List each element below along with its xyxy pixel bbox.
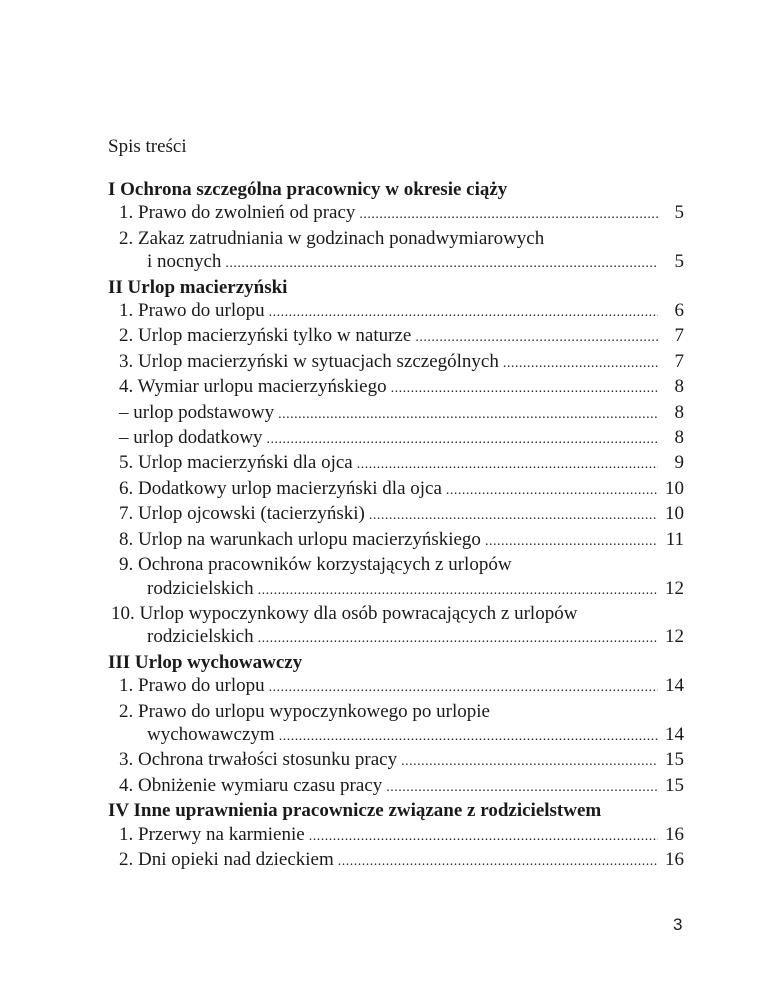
toc-entry-label: i nocnych (147, 251, 222, 273)
toc-entry-label: – urlop podstawowy (119, 401, 275, 423)
toc-entry-label: 1. Przerwy na karmienie (119, 823, 305, 845)
toc-entry-label: 3. Ochrona trwałości stosunku pracy (119, 749, 398, 771)
toc-entry[interactable] (108, 700, 684, 723)
toc-subentry[interactable] (108, 426, 684, 451)
toc-entry[interactable] (108, 502, 684, 527)
toc-page-number: 14 (665, 723, 684, 745)
toc-page-number: 5 (674, 202, 684, 224)
toc-page-number: 5 (674, 251, 684, 273)
toc-section-heading[interactable]: I Ochrona szczególna pracownicy w okresie ciąży (108, 179, 508, 200)
dot-leader (258, 627, 658, 650)
toc-entry-label: – urlop dodatkowy (119, 427, 263, 449)
dot-leader (357, 453, 658, 476)
toc-page-number: 7 (674, 325, 684, 347)
toc-entry-label: 4. Obniżenie wymiaru czasu pracy (119, 774, 383, 796)
toc-page-number: 7 (674, 350, 684, 372)
dot-leader (503, 352, 658, 375)
toc-entry-label: 8. Urlop na warunkach urlopu macierzyńskiego (119, 528, 481, 550)
toc-entry[interactable] (108, 375, 684, 400)
toc-page-number: 6 (674, 300, 684, 322)
toc-entry-label: 1. Prawo do zwolnień od pracy (119, 202, 356, 224)
toc-entry[interactable] (108, 602, 684, 625)
dot-leader (446, 479, 658, 502)
dot-leader (267, 428, 658, 451)
toc-entry-label: 10. Urlop wypoczynkowy dla osób powracających z urlopów (111, 602, 578, 624)
toc-page-number: 10 (665, 477, 684, 499)
toc-entry-label: 5. Urlop macierzyński dla ojca (119, 452, 353, 474)
dot-leader (278, 403, 658, 426)
dot-leader (309, 825, 658, 848)
toc-page-number: 11 (665, 528, 684, 550)
toc-page-number: 16 (665, 823, 684, 845)
toc-page-number: 15 (665, 774, 684, 796)
toc-page-number: 12 (665, 626, 684, 648)
dot-leader (258, 579, 658, 602)
toc-page-number: 15 (665, 749, 684, 771)
toc-section-heading[interactable]: II Urlop macierzyński (108, 276, 288, 298)
dot-leader (369, 504, 658, 527)
toc-entry-label: 9. Ochrona pracowników korzystających z urlopów (119, 554, 512, 576)
toc-section-heading[interactable]: IV Inne uprawnienia pracownicze związane z rodzicielstwem (108, 800, 602, 822)
dot-leader (225, 252, 658, 275)
toc-entry[interactable] (108, 823, 684, 848)
toc-entry-label: 2. Prawo do urlopu wypoczynkowego po urlopie (119, 700, 490, 722)
dot-leader (401, 750, 658, 773)
toc-entry[interactable] (108, 748, 684, 773)
dot-leader (269, 676, 658, 699)
toc-entry-label: 2. Urlop macierzyński tylko w naturze (119, 325, 412, 347)
dot-leader (485, 530, 658, 553)
toc-entry-label: rodzicielskich (147, 626, 254, 648)
dot-leader (338, 850, 658, 873)
toc-entry[interactable] (108, 350, 684, 375)
toc-entry-label: wychowawczym (147, 723, 275, 745)
toc-entry-label: 2. Zakaz zatrudniania w godzinach ponadwymiarowych (119, 227, 545, 249)
toc-entry[interactable] (108, 674, 684, 699)
dot-leader (359, 203, 658, 226)
toc-page-number: 8 (674, 401, 684, 423)
dot-leader (391, 377, 658, 400)
toc-entry-label: 2. Dni opieki nad dzieckiem (119, 848, 334, 870)
table-of-contents (108, 178, 684, 873)
toc-entry-label: 7. Urlop ojcowski (tacierzyński) (119, 503, 365, 525)
toc-page-number: 10 (665, 503, 684, 525)
dot-leader (279, 725, 658, 748)
dot-leader (269, 301, 658, 324)
toc-entry[interactable] (108, 528, 684, 553)
toc-subentry[interactable] (108, 401, 684, 426)
toc-entry-label: 3. Urlop macierzyński w sytuacjach szczególnych (119, 350, 499, 372)
toc-page-number: 8 (674, 427, 684, 449)
toc-entry[interactable] (108, 201, 684, 226)
toc-entry[interactable] (108, 848, 684, 873)
toc-entry-label: 1. Prawo do urlopu (119, 300, 265, 322)
dot-leader (415, 326, 658, 349)
page-title: Spis treści (108, 136, 187, 157)
toc-page-number: 12 (665, 577, 684, 599)
toc-entry[interactable] (108, 299, 684, 324)
toc-entry-label: 4. Wymiar urlopu macierzyńskiego (119, 376, 387, 398)
toc-entry-continuation[interactable] (108, 250, 684, 275)
toc-entry-label: rodzicielskich (147, 577, 254, 599)
toc-entry-continuation[interactable] (108, 577, 684, 602)
toc-page-number: 14 (665, 675, 684, 697)
toc-entry[interactable] (108, 477, 684, 502)
toc-entry-continuation[interactable] (108, 723, 684, 748)
toc-entry[interactable] (108, 451, 684, 476)
toc-entry-label: 1. Prawo do urlopu (119, 675, 265, 697)
page-number: 3 (673, 915, 683, 934)
dot-leader (386, 776, 658, 799)
toc-entry[interactable] (108, 774, 684, 799)
toc-page-number: 16 (665, 848, 684, 870)
toc-section-heading[interactable]: III Urlop wychowawczy (108, 651, 303, 673)
toc-page-number: 9 (674, 452, 684, 474)
toc-entry[interactable] (108, 324, 684, 349)
toc-entry[interactable] (108, 227, 684, 250)
toc-entry[interactable] (108, 553, 684, 576)
toc-page-number: 8 (674, 376, 684, 398)
toc-entry-label: 6. Dodatkowy urlop macierzyński dla ojca (119, 477, 442, 499)
toc-entry-continuation[interactable] (108, 625, 684, 650)
